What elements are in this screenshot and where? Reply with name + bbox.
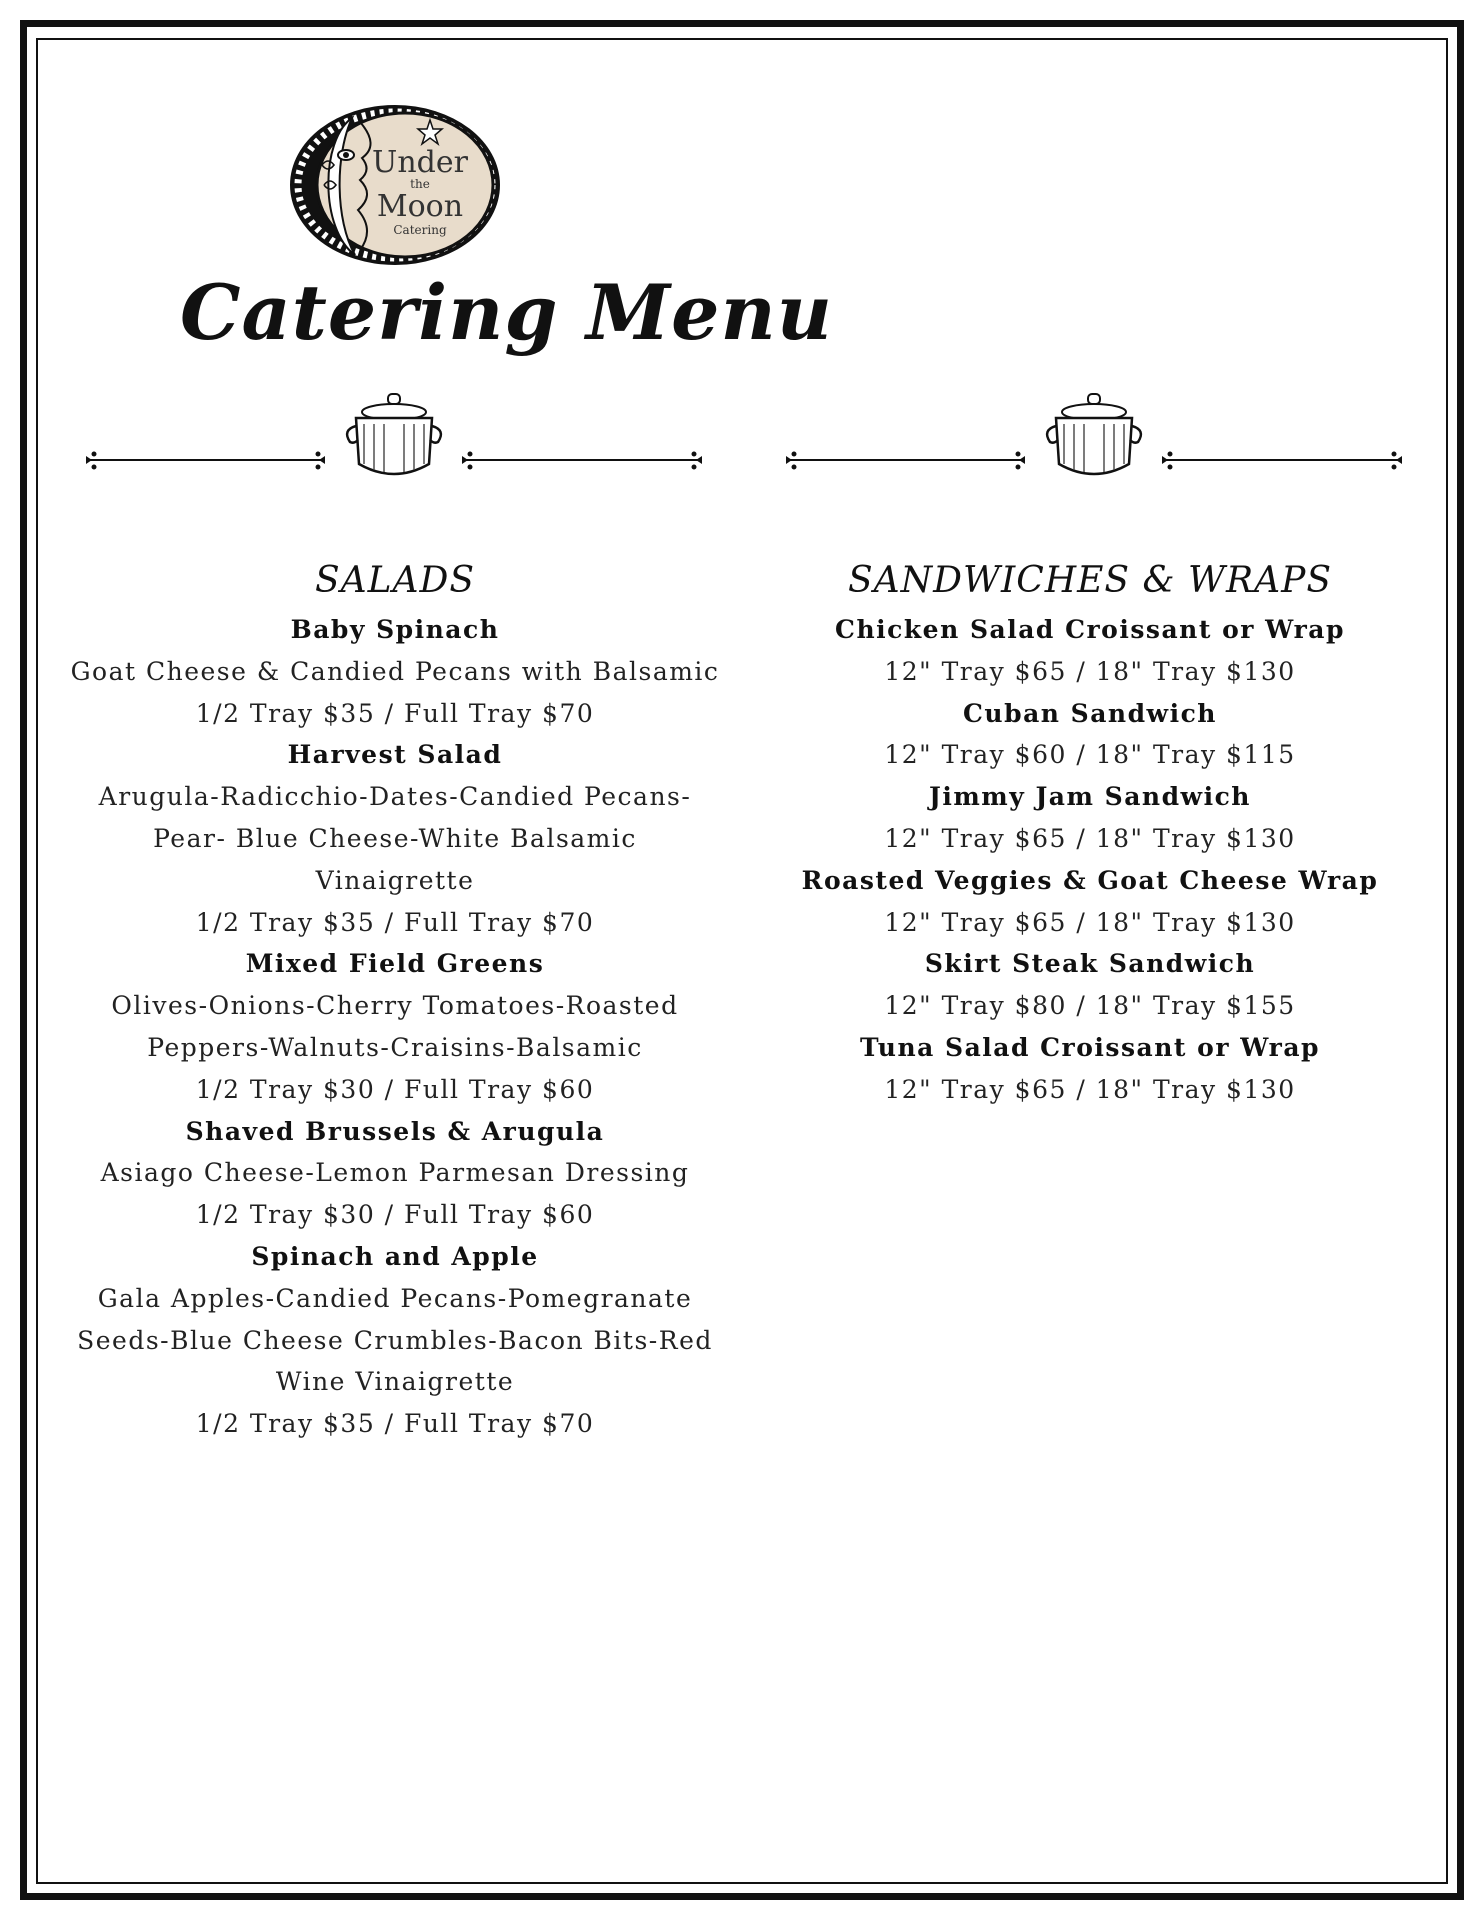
- salads-heading: SALADS: [314, 560, 476, 601]
- sandwiches-section: [760, 555, 1420, 1111]
- menu-item-baby-spinach: [70, 609, 720, 734]
- page-title: Catering Menu: [180, 268, 833, 357]
- item-price: 1/2 Tray $30 / Full Tray $60: [195, 1200, 595, 1230]
- item-description: Olives-Onions-Cherry Tomatoes-Roasted: [111, 991, 679, 1021]
- cooking-pot-icon: [347, 394, 441, 474]
- menu-item-harvest-salad: [70, 734, 720, 943]
- item-description: Peppers-Walnuts-Craisins-Balsamic: [147, 1032, 643, 1062]
- divider-right: [780, 392, 1408, 492]
- item-description: Gala Apples-Candied Pecans-Pomegranate: [97, 1283, 693, 1313]
- sandwiches-heading: SANDWICHES & WRAPS: [847, 560, 1333, 601]
- item-name: Cuban Sandwich: [963, 698, 1217, 728]
- divider-right-line-left: [786, 452, 1025, 470]
- menu-item-skirt-steak: [760, 943, 1420, 1027]
- item-name: Harvest Salad: [287, 740, 503, 770]
- item-price: 12" Tray $65 / 18" Tray $130: [884, 1074, 1296, 1104]
- item-name: Shaved Brussels & Arugula: [185, 1116, 605, 1146]
- menu-item-cuban-sandwich: [760, 693, 1420, 777]
- logo-line-catering: Catering: [393, 223, 447, 237]
- logo-line-moon: Moon: [376, 189, 464, 224]
- item-name: Skirt Steak Sandwich: [924, 949, 1256, 979]
- menu-item-spinach-and-apple: [70, 1236, 720, 1445]
- item-name: Spinach and Apple: [251, 1241, 539, 1271]
- divider-left-line-right: [462, 452, 702, 470]
- item-price: 1/2 Tray $35 / Full Tray $70: [195, 1409, 595, 1439]
- item-price: 12" Tray $65 / 18" Tray $130: [884, 823, 1296, 853]
- logo-line-the: the: [410, 177, 430, 191]
- item-price: 12" Tray $65 / 18" Tray $130: [884, 656, 1296, 686]
- item-name: Chicken Salad Croissant or Wrap: [835, 615, 1345, 644]
- item-price: 1/2 Tray $35 / Full Tray $70: [195, 907, 595, 937]
- menu-item-roasted-veggies: [760, 860, 1420, 944]
- divider-right-line-right: [1162, 452, 1402, 470]
- item-price: 1/2 Tray $30 / Full Tray $60: [195, 1074, 595, 1104]
- menu-item-chicken-salad: [760, 609, 1420, 693]
- item-name: Mixed Field Greens: [245, 949, 545, 979]
- item-description: Pear- Blue Cheese-White Balsamic Vinaigrette: [153, 823, 637, 895]
- divider-left-line-left: [86, 452, 325, 470]
- item-description: Goat Cheese & Candied Pecans with Balsamic: [70, 656, 720, 686]
- menu-item-shaved-brussels: [70, 1111, 720, 1236]
- salads-section: [70, 555, 720, 1445]
- item-name: Roasted Veggies & Goat Cheese Wrap: [801, 865, 1379, 895]
- item-name: Baby Spinach: [290, 615, 500, 644]
- item-description: Wine Vinaigrette: [275, 1367, 515, 1397]
- item-price: 1/2 Tray $35 / Full Tray $70: [195, 698, 595, 728]
- menu-item-tuna-salad: [760, 1027, 1420, 1111]
- menu-item-mixed-field-greens: [70, 943, 720, 1110]
- item-price: 12" Tray $60 / 18" Tray $115: [884, 740, 1296, 770]
- item-description: Arugula-Radicchio-Dates-Candied Pecans-: [98, 782, 692, 812]
- cooking-pot-icon: [1047, 394, 1141, 474]
- menu-item-jimmy-jam: [760, 776, 1420, 860]
- item-name: Jimmy Jam Sandwich: [929, 782, 1251, 812]
- item-description: Asiago Cheese-Lemon Parmesan Dressing: [100, 1158, 690, 1188]
- divider-left: [80, 392, 708, 492]
- item-name: Tuna Salad Croissant or Wrap: [859, 1032, 1321, 1062]
- item-price: 12" Tray $80 / 18" Tray $155: [884, 991, 1296, 1021]
- item-description: Seeds-Blue Cheese Crumbles-Bacon Bits-Red: [77, 1325, 713, 1355]
- logo-line-under: Under: [372, 145, 468, 180]
- moon-face-logo: [280, 100, 505, 270]
- item-price: 12" Tray $65 / 18" Tray $130: [884, 907, 1296, 937]
